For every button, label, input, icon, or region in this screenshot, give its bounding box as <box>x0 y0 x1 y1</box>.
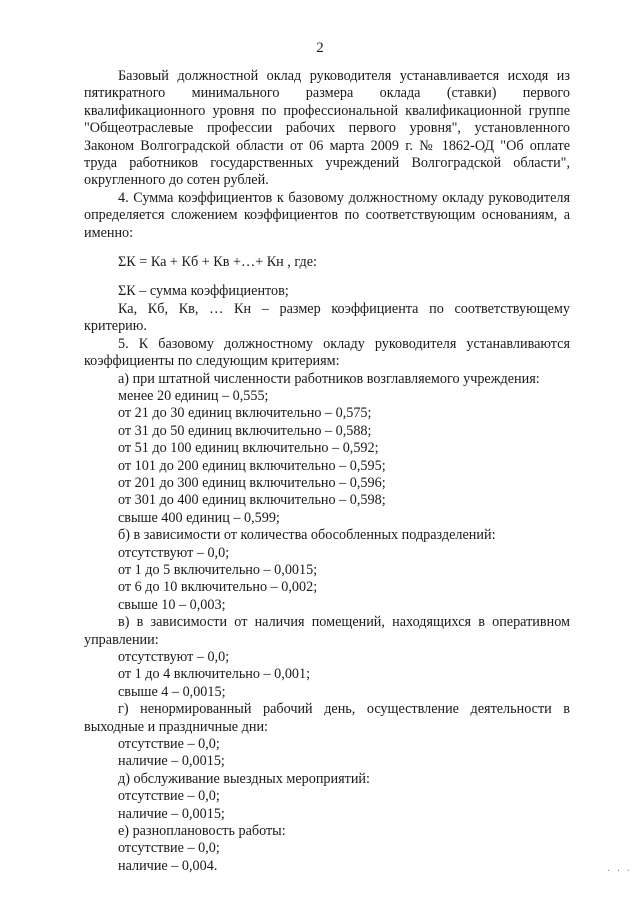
list-line: отсутствуют – 0,0; <box>118 544 230 561</box>
scan-artifact-dots: · · · <box>607 866 632 877</box>
list-line: ΣК – сумма коэффициентов; <box>118 283 289 300</box>
list-line: от 101 до 200 единиц включительно – 0,595; <box>118 457 386 474</box>
list-line: отсутствуют – 0,0; <box>118 649 230 665</box>
list-line: наличие – 0,004. <box>118 857 218 874</box>
list-line: от 301 до 400 единиц включительно – 0,598; <box>118 492 386 509</box>
list-line: отсутствие – 0,0; <box>118 788 220 805</box>
page-number: 2 <box>316 40 324 56</box>
list-line: д) обслуживание выездных мероприятий: <box>118 770 370 787</box>
list-line: свыше 400 единиц – 0,599; <box>118 509 280 526</box>
formula-line: ΣК = Ка + Кб + Кв +…+ Кн , где: <box>118 254 317 271</box>
list-line: свыше 10 – 0,003; <box>118 596 226 613</box>
list-line: отсутствие – 0,0; <box>118 840 220 857</box>
list-line: наличие – 0,0015; <box>118 753 225 770</box>
paragraph: Базовый должностной оклад руководителя устанавливается исходя из пятикратного минимального размера оклада (ставки) первого квалификационного уровня по профессиональной квалификационной группе "Общеотраслевые профессии рабочих первого уровня", установленного Законом Волгоградской области от 06 марта 2009 г. № 1862-ОД "Об оплате труда работников государственных учреждений Волгоградской области", округленного до сотен рублей. <box>84 68 570 189</box>
document-body <box>84 68 570 875</box>
list-line: а) при штатной численности работников возглавляемого учреждения: <box>118 370 540 387</box>
paragraph: Ка, Кб, Кв, … Кн – размер коэффициента по соответствующему критерию. <box>84 300 570 335</box>
list-line: от 21 до 30 единиц включительно – 0,575; <box>118 405 372 422</box>
list-line: свыше 4 – 0,0015; <box>118 683 226 700</box>
spacer <box>84 242 570 254</box>
list-line: б) в зависимости от количества обособленных подразделений: <box>118 527 496 544</box>
spacer <box>84 271 570 283</box>
list-line: наличие – 0,0015; <box>118 805 225 822</box>
list-line: от 1 до 4 включительно – 0,001; <box>118 666 311 683</box>
paragraph: г) ненормированный рабочий день, осуществление деятельности в выходные и праздничные дни: <box>84 701 570 735</box>
list-line: от 31 до 50 единиц включительно – 0,588; <box>118 422 372 439</box>
paragraph: 4. Сумма коэффициентов к базовому должностному окладу руководителя определяется сложением коэффициентов по соответствующим основаниям, а именно: <box>84 189 570 241</box>
paragraph: в) в зависимости от наличия помещений, находящихся в оперативном управлении: <box>84 614 570 648</box>
list-line: от 6 до 10 включительно – 0,002; <box>118 579 318 596</box>
list-line: от 1 до 5 включительно – 0,0015; <box>118 561 318 578</box>
list-line: от 51 до 100 единиц включительно – 0,592; <box>118 440 379 457</box>
list-line: е) разноплановость работы: <box>118 823 286 840</box>
list-line: отсутствие – 0,0; <box>118 736 220 753</box>
paragraph: 5. К базовому должностному окладу руководителя устанавливаются коэффициенты по следующим критериям: <box>84 335 570 370</box>
list-line: менее 20 единиц – 0,555; <box>118 387 269 404</box>
list-line: от 201 до 300 единиц включительно – 0,596; <box>118 474 386 491</box>
